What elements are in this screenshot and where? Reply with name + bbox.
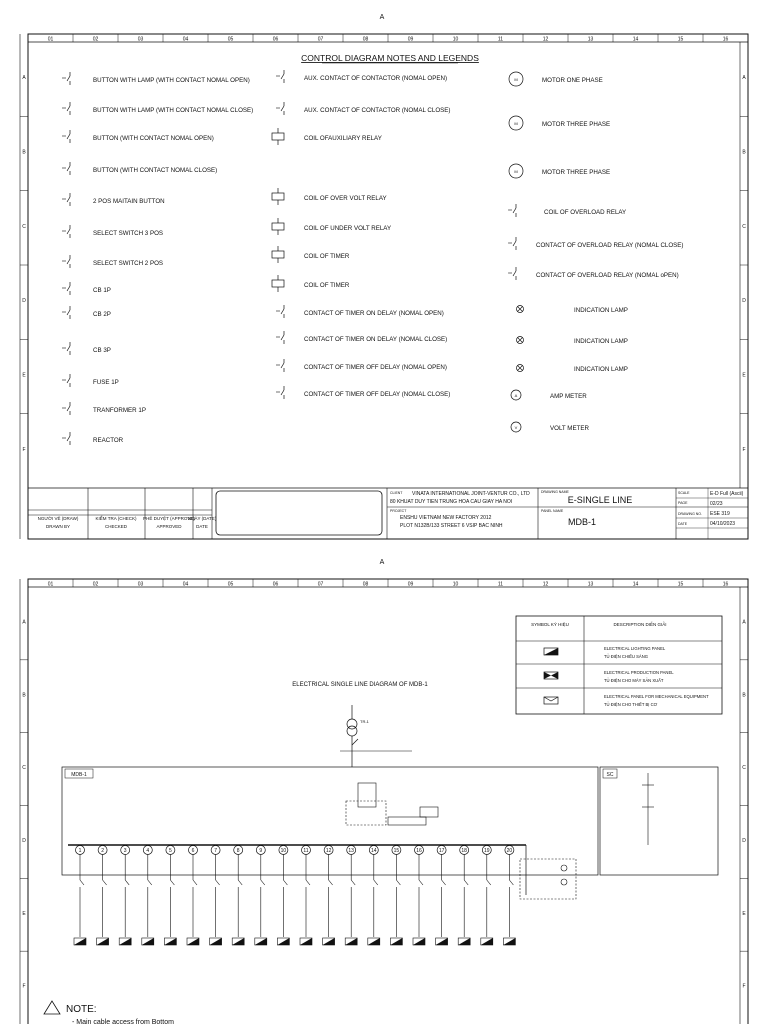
- legend-c2-label-3: COIL OFAUXILIARY RELAY: [304, 135, 382, 142]
- legend-column-2: [272, 70, 450, 399]
- meta-label-page: PAGE: [678, 501, 688, 505]
- s2-col-08: 08: [362, 581, 369, 588]
- sign-name-check: CHECKED: [104, 524, 128, 529]
- legend-c2-symbol-7: [272, 275, 284, 292]
- legend-c3-label-11: VOLT METER: [550, 425, 589, 432]
- legend-c1-label-10: CB 3P: [93, 347, 111, 354]
- sheet1-column-numbers: [48, 34, 729, 43]
- s2-col-04: 04: [182, 581, 189, 588]
- panel-tag: MDB-1: [71, 772, 87, 778]
- legend-column-1: [62, 72, 253, 445]
- s1-col-03: 03: [137, 36, 144, 43]
- s1-col-06: 06: [272, 36, 279, 43]
- legend-symbol-1: [62, 72, 70, 85]
- s2-col-03: 03: [137, 581, 144, 588]
- legend-row3-en: ELECTRICAL PANEL FOR MECHANICAL EQUIPMENT: [604, 694, 709, 699]
- s2-col-10: 10: [452, 581, 459, 588]
- sign-name-draw: DRAWN BY: [45, 524, 71, 529]
- client-line1: VINATA INTERNATIONAL JOINT-VENTUR CO., LTD: [412, 491, 530, 497]
- s2-row-D-left: D: [22, 837, 26, 844]
- s1-row-D-left: D: [22, 298, 26, 305]
- client-line2: 80 KHUAT DUY TIEN TRUNG HOA CAU GIAY HA NOI: [390, 499, 513, 505]
- s1-row-F-right: F: [742, 446, 746, 453]
- s2-col-01: 01: [47, 581, 54, 588]
- s2-col-06: 06: [272, 581, 279, 588]
- legend-row3-vi: TỦ ĐIỆN CHO THIẾT BỊ CƠ: [604, 702, 658, 707]
- legend-row1-en: ELECTRICAL LIGHTING PANEL: [604, 646, 666, 651]
- feeder-number-7: 7: [214, 848, 217, 854]
- legend-c2-label-1: AUX. CONTACT OF CONTACTOR (NOMAL OPEN): [304, 75, 448, 82]
- feeder-11: [300, 846, 312, 946]
- legend-c3-symbol-11: [511, 422, 521, 432]
- project-label: PROJECT: [390, 509, 407, 513]
- legend-symbol-11: [62, 374, 70, 387]
- legend-c1-label-12: TRANFORMER 1P: [93, 407, 146, 414]
- feeder-5: [164, 846, 176, 946]
- legend-c3-symbol-3: [509, 164, 523, 178]
- svg-text:A: A: [514, 393, 518, 398]
- legend-symbol-12: [62, 402, 70, 415]
- legend-c3-symbol-10: [511, 390, 521, 400]
- s2-row-E-right: E: [742, 910, 746, 917]
- s1-col-10: 10: [452, 36, 459, 43]
- legend-c2-label-10: CONTACT OF TIMER OFF DELAY (NOMAL OPEN): [304, 364, 447, 371]
- legend-symbol-6: [62, 225, 70, 238]
- feeder-16: [413, 846, 425, 946]
- legend-c3-label-1: MOTOR ONE PHASE: [542, 77, 603, 84]
- single-line-drawing: [0, 545, 768, 1024]
- s1-row-A-left: A: [22, 75, 26, 82]
- svg-text:M: M: [514, 121, 518, 126]
- feeder-number-15: 15: [393, 848, 400, 854]
- legend-c3-label-10: AMP METER: [550, 393, 587, 400]
- incoming-transformer: [340, 705, 412, 767]
- sign-name-approve: APPROVED: [156, 524, 182, 529]
- feeder-3: [119, 846, 131, 946]
- legend-c3-label-9: INDICATION LAMP: [574, 366, 628, 373]
- legend-c2-label-6: COIL OF TIMER: [304, 253, 350, 260]
- legend-c1-label-6: SELECT SWITCH 3 POS: [93, 230, 164, 237]
- feeder-number-11: 11: [303, 848, 309, 854]
- sheet2-column-numbers: [48, 579, 729, 588]
- s2-col-11: 11: [497, 581, 504, 588]
- meta-label-scale: SCALE: [678, 491, 690, 495]
- legend-c2-symbol-5: [272, 218, 284, 235]
- feeder-9: [255, 846, 267, 946]
- legend-c1-label-7: SELECT SWITCH 2 POS: [93, 260, 164, 267]
- legend-c3-symbol-2: [509, 116, 523, 130]
- s2-col-07: 07: [317, 581, 324, 588]
- note-title: NOTE:: [66, 1004, 97, 1015]
- feeder-number-19: 19: [484, 848, 490, 854]
- svg-text:M: M: [514, 169, 518, 174]
- s2-row-E-left: E: [22, 910, 26, 917]
- legend-c1-label-11: FUSE 1P: [93, 379, 119, 386]
- feeder-1: [74, 846, 86, 946]
- legend-c3-symbol-8: [517, 337, 524, 344]
- legend-c2-symbol-9: [276, 331, 284, 344]
- s1-col-05: 05: [227, 36, 234, 43]
- feeder-12: [323, 846, 335, 946]
- feeder-number-17: 17: [438, 848, 445, 854]
- legend-symbol-3: [62, 130, 70, 143]
- notes-block: [44, 1001, 174, 1024]
- legend-c2-label-11: CONTACT OF TIMER OFF DELAY (NOMAL CLOSE): [304, 391, 451, 398]
- s2-row-A-left: A: [22, 619, 26, 626]
- legend-c3-label-5: CONTACT OF OVERLOAD RELAY (NOMAL CLOSE): [536, 242, 684, 249]
- legend-c3-label-8: INDICATION LAMP: [574, 338, 628, 345]
- s2-row-C-left: C: [22, 765, 26, 772]
- revision-box: [216, 491, 382, 535]
- legend-c1-label-13: REACTOR: [93, 437, 124, 444]
- s1-col-07: 07: [317, 36, 324, 43]
- feeder-number-1: 1: [78, 848, 82, 854]
- s1-row-E-left: E: [22, 372, 26, 379]
- legend-c3-label-6: CONTACT OF OVERLOAD RELAY (NOMAL oPEN): [536, 272, 679, 279]
- feeder-number-2: 2: [101, 848, 104, 854]
- note-line-1: - Main cable access from Bottom: [72, 1019, 174, 1024]
- feeder-19: [481, 846, 493, 946]
- legend-c2-label-7: COIL OF TIMER: [304, 282, 350, 289]
- s2-row-A-right: A: [742, 619, 746, 626]
- meta-date: 04/10/2023: [710, 521, 736, 527]
- s1-col-08: 08: [362, 36, 369, 43]
- legend-c3-label-4: COIL OF OVERLOAD RELAY: [544, 209, 627, 216]
- legend-row2-vi: TỦ ĐIỆN CHO MÁY SẢN XUẤT: [604, 678, 664, 683]
- s2-row-D-right: D: [742, 837, 746, 844]
- legend-header-desc: DESCRIPTION DIỄN GIẢI: [613, 622, 667, 627]
- legend-c3-symbol-7: [517, 306, 524, 313]
- feeder-4: [142, 846, 154, 946]
- feeder-number-5: 5: [169, 848, 172, 854]
- legend-header-symbol: SYMBOL KÝ HIỆU: [531, 622, 569, 627]
- s1-col-04: 04: [182, 36, 189, 43]
- legend-symbol-8: [62, 282, 70, 295]
- legend-c2-symbol-1: [276, 70, 284, 83]
- legend-c1-label-2: BUTTON WITH LAMP (WITH CONTACT NOMAL CLOSE): [93, 107, 254, 114]
- s1-col-15: 15: [677, 36, 684, 43]
- legend-c2-symbol-8: [276, 305, 284, 318]
- s2-row-C-right: C: [742, 765, 746, 772]
- s1-col-02: 02: [92, 36, 99, 43]
- sc-tag: SC: [606, 772, 614, 778]
- legend-c2-label-2: AUX. CONTACT OF CONTACTOR (NOMAL CLOSE): [304, 107, 451, 114]
- sign-header-date: NGÀY (DATE): [187, 516, 217, 521]
- legend-c2-symbol-6: [272, 246, 284, 263]
- legend-c2-symbol-10: [276, 359, 284, 372]
- s1-row-C-left: C: [22, 223, 26, 230]
- legend-symbol-9: [62, 306, 70, 319]
- feeder-number-6: 6: [191, 848, 195, 854]
- s1-row-D-right: D: [742, 298, 746, 305]
- meta-label-drawing-no: DRAWING NO.: [678, 512, 702, 516]
- s2-col-12: 12: [542, 581, 549, 588]
- legend-symbol-13: [62, 432, 70, 445]
- legend-column-3: [508, 72, 684, 432]
- s1-col-01: 01: [47, 36, 54, 43]
- legend-c3-symbol-9: [517, 365, 524, 372]
- legend-c3-label-2: MOTOR THREE PHASE: [542, 121, 611, 128]
- meta-drawing-no: ESE 319: [710, 511, 730, 517]
- legend-c1-label-8: CB 1P: [93, 287, 111, 294]
- feeder-number-14: 14: [371, 848, 377, 854]
- s2-col-05: 05: [227, 581, 234, 588]
- feeder-18: [458, 846, 470, 946]
- legend-c1-label-9: CB 2P: [93, 311, 111, 318]
- meta-label-date: DATE: [678, 522, 688, 526]
- s2-row-F-right: F: [742, 983, 746, 990]
- feeder-7: [210, 846, 222, 946]
- project-line1: ENSHU VIETNAM NEW FACTORY 2012: [400, 515, 492, 521]
- feeder-2: [97, 846, 109, 946]
- s2-col-16: 16: [722, 581, 729, 588]
- s2-row-B-left: B: [22, 692, 26, 699]
- s1-col-09: 09: [407, 36, 414, 43]
- s2-col-15: 15: [677, 581, 684, 588]
- legend-c3-label-7: INDICATION LAMP: [574, 307, 628, 314]
- sheet1-center-mark: A: [379, 14, 385, 21]
- s1-row-F-left: F: [22, 446, 26, 453]
- legend-c1-label-1: BUTTON WITH LAMP (WITH CONTACT NOMAL OPEN): [93, 77, 250, 84]
- s1-row-B-left: B: [22, 149, 26, 156]
- legend-symbol-2: [62, 102, 70, 115]
- legend-symbol-4: [62, 162, 70, 175]
- s2-row-B-right: B: [742, 692, 746, 699]
- feeder-10: [277, 846, 289, 946]
- s1-row-E-right: E: [742, 372, 746, 379]
- feeder-20: [503, 846, 515, 946]
- feeder-number-12: 12: [325, 848, 332, 854]
- sign-header-check: KIỂM TRA (CHECK): [95, 516, 137, 521]
- svg-text:V: V: [514, 425, 518, 430]
- project-line2: PLOT N132B/133 STREET 6 VSIP BAC NINH: [400, 523, 503, 529]
- s1-col-14: 14: [632, 36, 639, 43]
- panel-name-label: PANEL NAME: [541, 509, 564, 513]
- legend-c1-label-3: BUTTON (WITH CONTACT NOMAL OPEN): [93, 135, 214, 142]
- s2-col-14: 14: [632, 581, 639, 588]
- legend-c1-label-5: 2 POS MAITAIN BUTTON: [93, 198, 165, 205]
- legend-c3-symbol-5: [508, 237, 516, 250]
- title-block: [28, 488, 748, 539]
- panel-legend-table: [516, 616, 722, 714]
- mdb-panel: [62, 767, 718, 899]
- s1-row-C-right: C: [742, 223, 746, 230]
- legend-c3-symbol-1: [509, 72, 523, 86]
- legend-c3-label-3: MOTOR THREE PHASE: [542, 169, 611, 176]
- s1-row-A-right: A: [742, 75, 746, 82]
- feeder-17: [436, 846, 448, 946]
- feeder-13: [345, 846, 357, 946]
- feeder-8: [232, 846, 244, 946]
- meta-scale: E-D Full (Ascii): [710, 491, 744, 497]
- legend-row2-en: ELECTRICAL PRODUCTION PANEL: [604, 670, 674, 675]
- sc-panel: [600, 767, 718, 875]
- s1-col-13: 13: [587, 36, 594, 43]
- legend-symbol-7: [62, 255, 70, 268]
- client-label: CLIENT: [390, 491, 403, 495]
- feeder-number-8: 8: [236, 848, 240, 854]
- sign-header-draw: NGƯỜI VẼ (DRAW): [37, 516, 79, 521]
- feeder-15: [390, 846, 402, 946]
- s1-col-12: 12: [542, 36, 549, 43]
- feeder-number-4: 4: [146, 848, 150, 854]
- legend-c2-label-4: COIL OF OVER VOLT RELAY: [304, 195, 387, 202]
- legend-c2-symbol-11: [276, 386, 284, 399]
- sheet2-center-mark: A: [379, 559, 385, 566]
- feeder-circuits: [74, 846, 515, 946]
- transformer-label: TR-1: [360, 719, 369, 724]
- legend-symbol-10: [62, 342, 70, 355]
- legend-c2-label-8: CONTACT OF TIMER ON DELAY (NOMAL OPEN): [304, 310, 444, 317]
- s2-col-09: 09: [407, 581, 414, 588]
- legend-c3-symbol-4: [508, 204, 516, 217]
- s1-col-16: 16: [722, 36, 729, 43]
- feeder-number-18: 18: [461, 848, 467, 854]
- s2-col-13: 13: [587, 581, 594, 588]
- legend-c2-symbol-2: [276, 102, 284, 115]
- legend-row1-vi: TỦ ĐIỆN CHIẾU SÁNG: [604, 654, 648, 659]
- feeder-number-13: 13: [348, 848, 354, 854]
- diagram-title: ELECTRICAL SINGLE LINE DIAGRAM OF MDB-1: [292, 682, 428, 688]
- legend-c2-label-5: COIL OF UNDER VOLT RELAY: [304, 225, 392, 232]
- legend-c2-symbol-3: [272, 128, 284, 145]
- panel-name: MDB-1: [567, 517, 597, 527]
- single-line-sheet: [0, 545, 768, 1024]
- s1-row-B-right: B: [742, 149, 746, 156]
- legend-c2-label-9: CONTACT OF TIMER ON DELAY (NOMAL CLOSE): [304, 336, 448, 343]
- legend-title: CONTROL DIAGRAM NOTES AND LEGENDS: [301, 53, 479, 63]
- legend-symbol-5: [62, 193, 70, 206]
- svg-text:M: M: [514, 77, 518, 82]
- feeder-number-16: 16: [416, 848, 422, 854]
- feeder-6: [187, 846, 199, 946]
- warning-icon: [44, 1001, 60, 1014]
- sign-name-date: DATE: [196, 524, 208, 529]
- legend-c1-label-4: BUTTON (WITH CONTACT NOMAL CLOSE): [93, 167, 218, 174]
- feeder-number-20: 20: [506, 848, 513, 854]
- drawing-name-label: DRAWING NAME: [541, 490, 569, 494]
- feeder-number-3: 3: [123, 848, 127, 854]
- legend-c3-symbol-6: [508, 267, 516, 280]
- s1-col-11: 11: [497, 36, 504, 43]
- feeder-number-10: 10: [280, 848, 287, 854]
- meta-page: 02/23: [710, 501, 723, 507]
- feeder-number-9: 9: [259, 848, 263, 854]
- legend-c2-symbol-4: [272, 188, 284, 205]
- feeder-14: [368, 846, 380, 946]
- sign-header-approve: PHÊ DUYỆT (APPROVE): [143, 516, 195, 521]
- drawing-name: E-SINGLE LINE: [567, 495, 633, 505]
- s2-col-02: 02: [92, 581, 99, 588]
- s2-row-F-left: F: [22, 983, 26, 990]
